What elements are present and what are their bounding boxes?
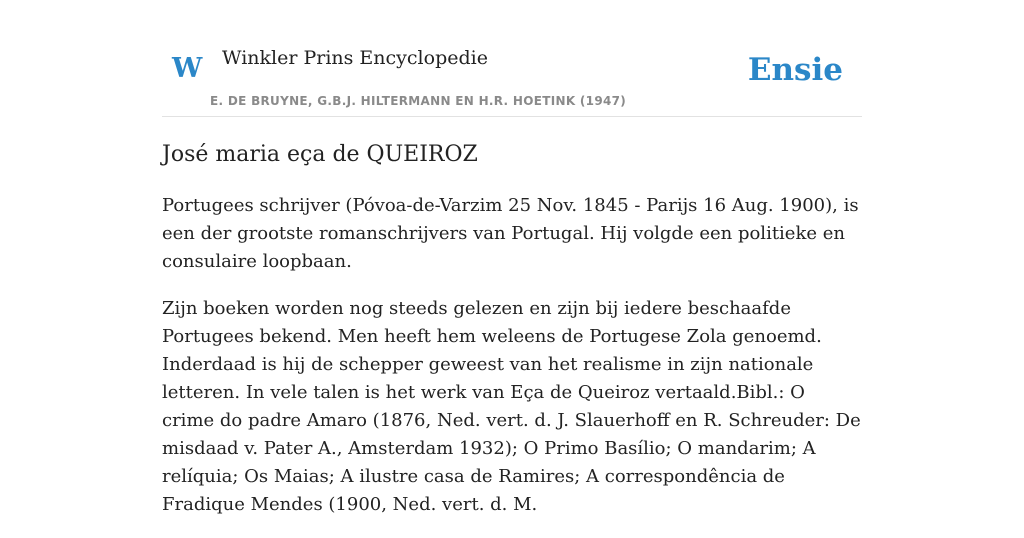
entry-title: José maria eça de QUEIROZ	[162, 142, 478, 167]
page	[162, 0, 862, 515]
book-title[interactable]: Winkler Prins Encyclopedie	[222, 47, 488, 69]
entry-paragraph: Portugees schrijver (Póvoa-de-Varzim 25 Nov. 1845 - Parijs 16 Aug. 1900), is een der grootste romanschrijvers van Portugal. Hij volgde een politieke en consulaire loopbaan.	[162, 195, 859, 272]
entry-paragraph: Zijn boeken worden nog steeds gelezen en zijn bij iedere beschaafde Portugees bekend. Men heeft hem weleens de Portugese Zola genoemd. Inderdaad is hij de schepper geweest van het realisme in zijn nationale letteren. In vele talen is het werk van Eça de Queiroz vertaald.Bibl.: O crime do padre Amaro (1876, Ned. vert. d. J. Slauerhoff en R. Schreuder: De misdaad v. Pater A., Amsterdam 1932); O Primo Basílio; O mandarim; A relíquia; Os Maias; A ilustre casa de Ramires; A correspondência de Fradique Mendes (1900, Ned. vert. d. M.	[162, 298, 861, 515]
winkler-prins-logo[interactable]: W	[172, 53, 203, 84]
authors-line: E. DE BRUYNE, G.B.J. HILTERMANN EN H.R. HOETINK (1947)	[210, 94, 627, 108]
entry-body	[162, 192, 862, 538]
header	[162, 0, 862, 117]
ensie-logo[interactable]: Ensie	[747, 52, 843, 88]
